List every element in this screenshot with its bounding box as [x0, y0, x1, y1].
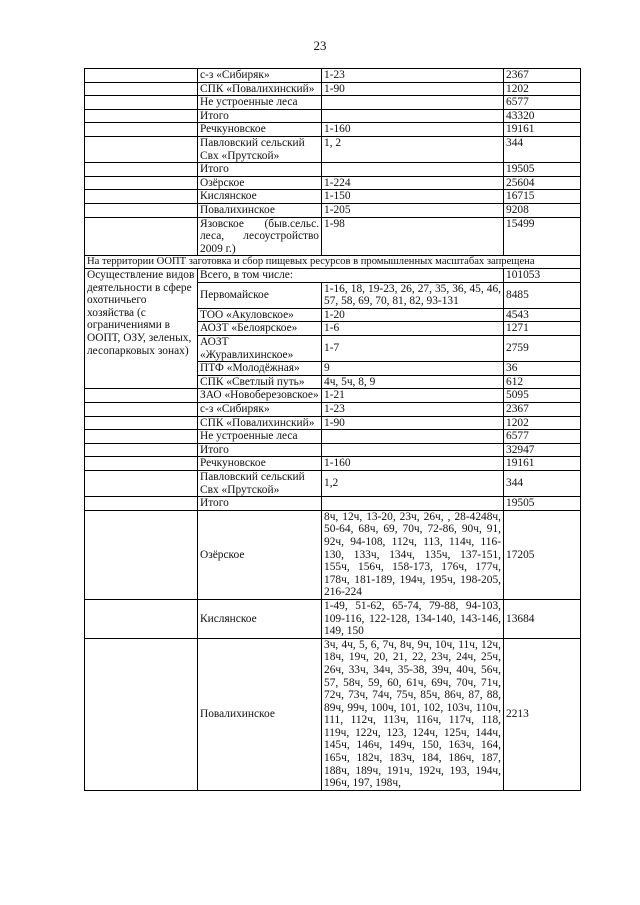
row-area: 1271 [504, 322, 581, 336]
row-name: с-з «Сибиряк» [198, 403, 322, 417]
row-name: Озёрское [198, 510, 322, 599]
row-area: 2213 [504, 638, 581, 790]
row-name: Речкуновское [198, 457, 322, 471]
row-quarters: 1-90 [322, 82, 504, 96]
row-area: 13684 [504, 599, 581, 638]
row-area: 25604 [504, 176, 581, 190]
table-row [85, 123, 581, 137]
row-name: Не устроенные леса [198, 96, 322, 110]
empty-cell [85, 163, 198, 177]
table-row [85, 176, 581, 190]
row-name: АОЗТ «Белоярское» [198, 322, 322, 336]
table-row [85, 96, 581, 110]
total-label: Всего, в том числе: [198, 269, 504, 283]
row-area: 1202 [504, 416, 581, 430]
table-row [85, 69, 581, 83]
table-row [85, 471, 581, 497]
row-quarters: 1-23 [322, 69, 504, 83]
empty-cell [85, 123, 198, 137]
table-row [85, 389, 581, 403]
empty-cell [85, 176, 198, 190]
table-row [85, 82, 581, 96]
row-quarters: 1-7 [322, 336, 504, 362]
row-name: СПК «Повалихинский» [198, 82, 322, 96]
notice-text: На территории ООПТ заготовка и сбор пищевых ресурсов в промышленных масштабах запрещена [85, 256, 581, 269]
row-name: Повалихинское [198, 638, 322, 790]
empty-cell [85, 96, 198, 110]
empty-cell [85, 69, 198, 83]
row-quarters: 1-150 [322, 190, 504, 204]
row-name: Первомайское [198, 282, 322, 308]
notice-row [85, 256, 581, 269]
row-name: СПК «Повалихинский» [198, 416, 322, 430]
table-row [85, 443, 581, 457]
row-area: 344 [504, 471, 581, 497]
row-area: 4543 [504, 308, 581, 322]
activity-description: Осуществление видов деятельности в сфере охотничьего хозяйства (с ограничениями в ООПТ, ОЗУ, зеленых, лесопарковых зонах) [85, 269, 198, 389]
row-quarters [322, 443, 504, 457]
table-row [85, 416, 581, 430]
table-row [85, 497, 581, 511]
row-quarters: 1-224 [322, 176, 504, 190]
row-area: 19161 [504, 457, 581, 471]
row-quarters: 3ч, 4ч, 5, 6, 7ч, 8ч, 9ч, 10ч, 11ч, 12ч, 18ч, 19ч, 20, 21, 22, 23ч, 24ч, 25ч, 26ч, 33ч, 34ч, 35-38, 39ч, 40ч, 56ч, 57, 58ч, 59, 60, 61ч, 69ч, 70ч, 71ч, 72ч, 73ч, 74ч, 75ч, 85ч, 86ч, 87, 88, 89ч, 99ч, 100ч, 101, 102, 103ч, 110ч, 111, 112ч, 113ч, 116ч, 117ч, 118, 119ч, 122ч, 123, 124ч, 125ч, 144ч, 145ч, 146ч, 149ч, 150, 163ч, 164, 165ч, 182ч, 183ч, 184, 186ч, 187, 188ч, 189ч, 191ч, 192ч, 193, 194ч, 196ч, 197, 198ч, [322, 638, 504, 790]
row-area: 6577 [504, 96, 581, 110]
row-name: ПТФ «Молодёжная» [198, 362, 322, 376]
table-row [85, 217, 581, 256]
row-area: 2759 [504, 336, 581, 362]
table-row [85, 457, 581, 471]
row-quarters [322, 430, 504, 444]
row-area: 8485 [504, 282, 581, 308]
table-row [85, 190, 581, 204]
row-quarters: 4ч, 5ч, 8, 9 [322, 375, 504, 389]
empty-cell [85, 497, 198, 511]
row-area: 19505 [504, 497, 581, 511]
empty-cell [85, 638, 198, 790]
row-area: 16715 [504, 190, 581, 204]
table-row [85, 430, 581, 444]
table-row [85, 599, 581, 638]
row-name: Павловский сельский Свх «Прутской» [198, 136, 322, 162]
empty-cell [85, 510, 198, 599]
empty-cell [85, 443, 198, 457]
row-quarters [322, 497, 504, 511]
row-quarters [322, 109, 504, 123]
row-quarters: 1, 2 [322, 136, 504, 162]
total-row [85, 269, 581, 283]
row-quarters: 1-160 [322, 123, 504, 137]
row-area: 2367 [504, 69, 581, 83]
row-name: Кислянское [198, 190, 322, 204]
table-section-2 [85, 269, 581, 791]
empty-cell [85, 190, 198, 204]
row-name: Повалихинское [198, 203, 322, 217]
table-row [85, 638, 581, 790]
total-area: 101053 [504, 269, 581, 283]
empty-cell [85, 457, 198, 471]
row-name: с-з «Сибиряк» [198, 69, 322, 83]
row-name: Озёрское [198, 176, 322, 190]
row-quarters: 8ч, 12ч, 13-20, 23ч, 26ч, , 28-4248ч, 50-64, 68ч, 69, 70ч, 72-86, 90ч, 91, 92ч, 94-108, 112ч, 113, 114ч, 116-130, 133ч, 134ч, 135ч, 137-151, 155ч, 156ч, 158-173, 176ч, 177ч, 178ч, 181-189, 194ч, 195ч, 198-205, 216-224 [322, 510, 504, 599]
row-quarters: 1-49, 51-62, 65-74, 79-88, 94-103, 109-116, 122-128, 134-140, 143-146, 149, 150 [322, 599, 504, 638]
row-area: 32947 [504, 443, 581, 457]
row-area: 43320 [504, 109, 581, 123]
row-area: 1202 [504, 82, 581, 96]
row-area: 17205 [504, 510, 581, 599]
table-section-1 [85, 69, 581, 269]
table-row [85, 136, 581, 162]
row-name: СПК «Светлый путь» [198, 375, 322, 389]
empty-cell [85, 136, 198, 162]
row-name: Итого [198, 109, 322, 123]
row-quarters: 1-90 [322, 416, 504, 430]
row-name: Не устроенные леса [198, 430, 322, 444]
row-name: АОЗТ «Журавлихинское» [198, 336, 322, 362]
row-area: 2367 [504, 403, 581, 417]
table-row [85, 163, 581, 177]
row-quarters: 1-23 [322, 403, 504, 417]
row-area: 19161 [504, 123, 581, 137]
row-name: Павловский сельский Свх «Прутской» [198, 471, 322, 497]
table-row [85, 510, 581, 599]
row-name: Язовское (быв.сельс. леса, лесоустройство 2009 г.) [198, 217, 322, 256]
empty-cell [85, 82, 198, 96]
forest-areas-table [84, 68, 581, 791]
row-quarters: 1-16, 18, 19-23, 26, 27, 35, 36, 45, 46, 57, 58, 69, 70, 81, 82, 93-131 [322, 282, 504, 308]
row-quarters: 1,2 [322, 471, 504, 497]
page-number: 23 [313, 38, 327, 53]
table-row [85, 109, 581, 123]
row-area: 36 [504, 362, 581, 376]
row-quarters: 9 [322, 362, 504, 376]
row-area: 9208 [504, 203, 581, 217]
row-name: ТОО «Акуловское» [198, 308, 322, 322]
empty-cell [85, 203, 198, 217]
row-name: Кислянское [198, 599, 322, 638]
empty-cell [85, 403, 198, 417]
table-row [85, 203, 581, 217]
empty-cell [85, 389, 198, 403]
row-area: 5095 [504, 389, 581, 403]
row-name: ЗАО «Новоберезовское» [198, 389, 322, 403]
empty-cell [85, 471, 198, 497]
row-name: Итого [198, 443, 322, 457]
row-area: 15499 [504, 217, 581, 256]
row-area: 6577 [504, 430, 581, 444]
row-quarters: 1-160 [322, 457, 504, 471]
row-quarters: 1-98 [322, 217, 504, 256]
row-quarters: 1-6 [322, 322, 504, 336]
row-area: 19505 [504, 163, 581, 177]
row-quarters [322, 96, 504, 110]
row-quarters: 1-21 [322, 389, 504, 403]
table-row [85, 403, 581, 417]
row-quarters: 1-205 [322, 203, 504, 217]
row-quarters [322, 163, 504, 177]
row-name: Речкуновское [198, 123, 322, 137]
empty-cell [85, 217, 198, 256]
empty-cell [85, 430, 198, 444]
row-area: 612 [504, 375, 581, 389]
empty-cell [85, 599, 198, 638]
empty-cell [85, 109, 198, 123]
row-name: Итого [198, 163, 322, 177]
row-area: 344 [504, 136, 581, 162]
row-name: Итого [198, 497, 322, 511]
empty-cell [85, 416, 198, 430]
row-quarters: 1-20 [322, 308, 504, 322]
